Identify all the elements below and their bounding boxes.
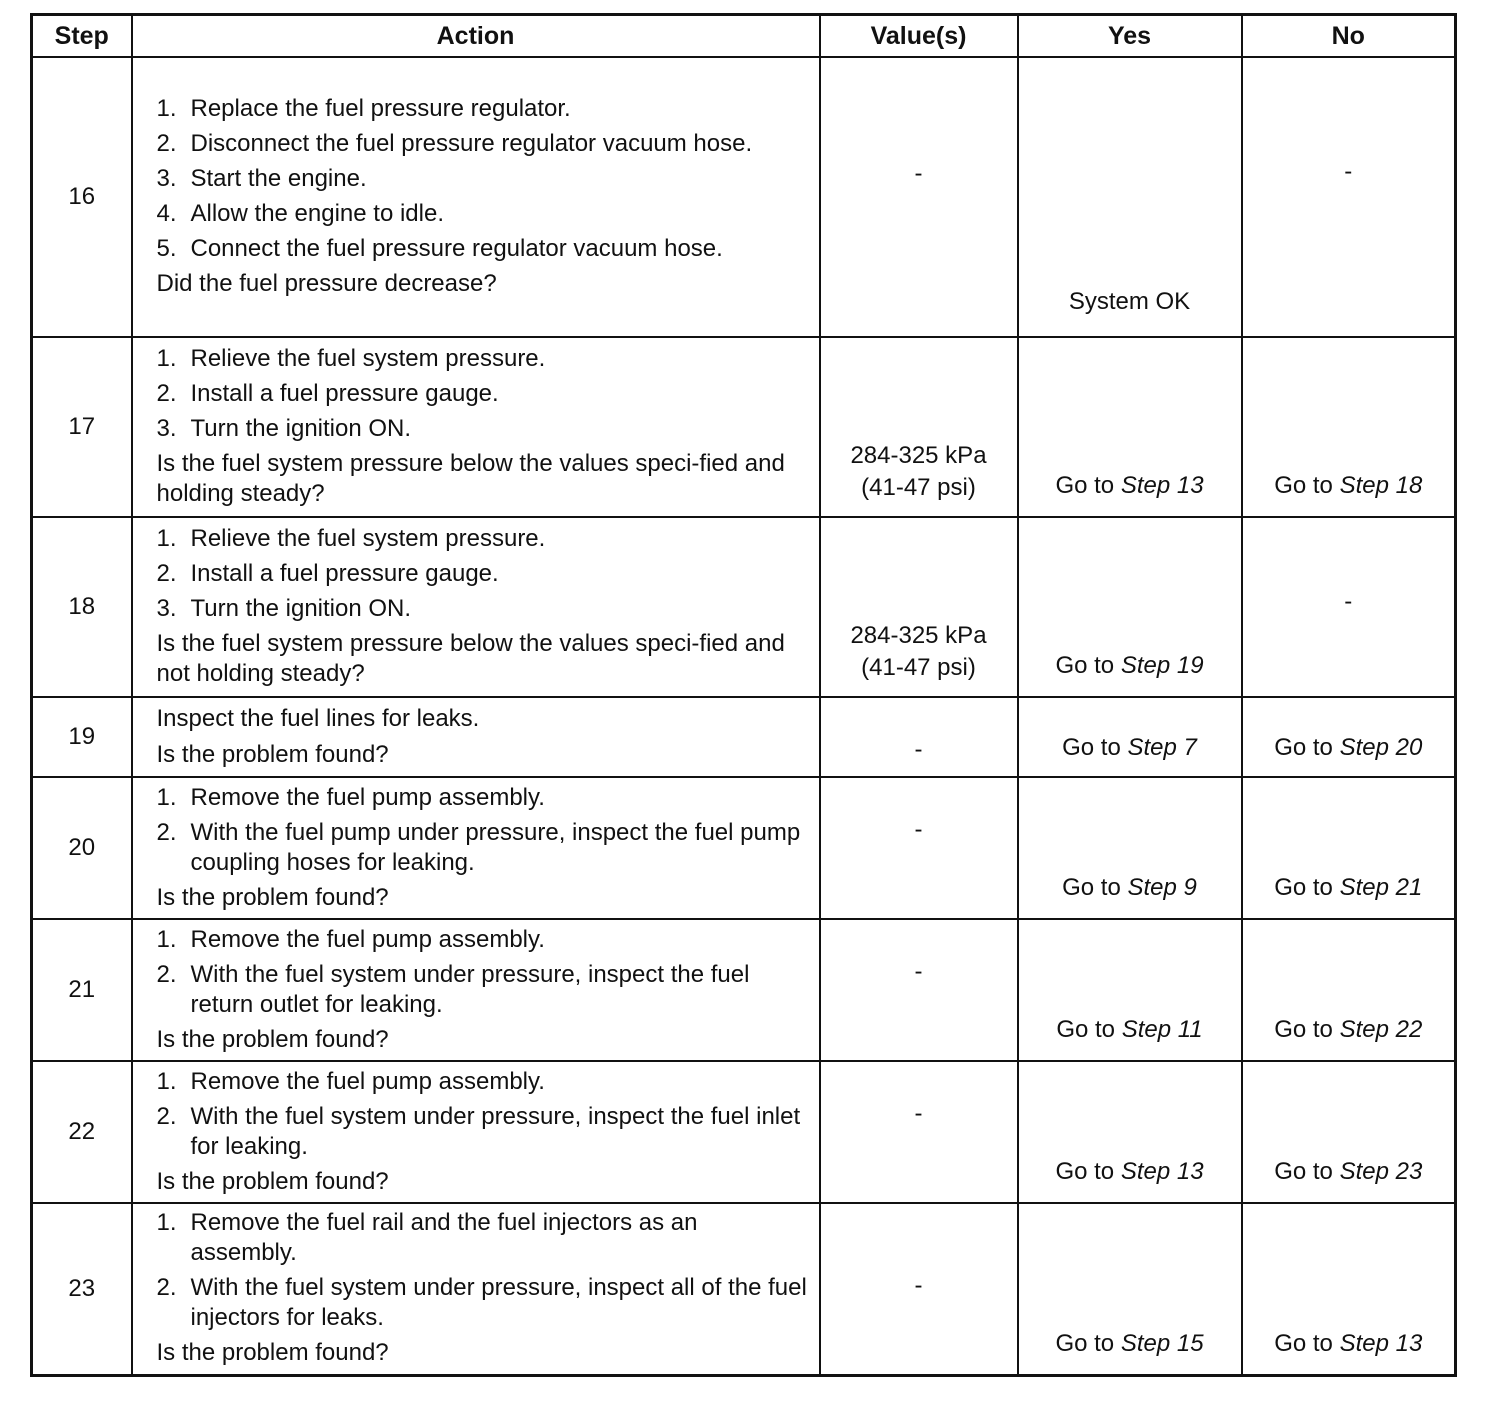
step-number: 20 [32,777,132,919]
yes-cell [1018,919,1242,1061]
header-row [32,15,1456,58]
step-number: 23 [32,1203,132,1375]
table-row [32,697,1456,777]
no-link[interactable]: Go to Step 20 [1274,734,1423,761]
value-cell [820,1203,1018,1375]
no-cell [1242,919,1456,1061]
table-row [32,1203,1456,1375]
action-item: 1. Remove the fuel pump assembly. [156,783,545,811]
diagnostic-table [30,13,1457,1377]
no-cell [1242,697,1456,777]
table-row [32,1061,1456,1203]
header-yes: Yes [1018,15,1242,58]
no-link[interactable]: Go to Step 18 [1274,472,1423,499]
action-item: 2. Disconnect the fuel pressure regulator vacuum hose. [156,130,753,157]
value-cell [820,919,1018,1061]
action-item: 3. Start the engine. [156,165,367,192]
step-number: 19 [32,697,132,777]
value-cell [820,697,1018,777]
action-item: 4. Allow the engine to idle. [156,200,444,227]
step-number: 18 [32,517,132,697]
action-item: 2. Install a fuel pressure gauge. [156,560,499,587]
action-item: 2. With the fuel system under pressure, inspect the fuel return outlet for leaking. [156,960,750,1018]
action-question: Is the problem found? [156,1339,389,1367]
table-row [32,517,1456,697]
value-text: - [914,736,923,763]
action-cell [132,1061,820,1203]
yes-link[interactable]: Go to Step 13 [1055,472,1204,499]
action-item: 2. With the fuel pump under pressure, inspect the fuel pump coupling hoses for leaking. [156,818,801,876]
yes-cell [1018,697,1242,777]
step-number: 21 [32,919,132,1061]
action-item: 2. With the fuel system under pressure, inspect all of the fuel injectors for leaks. [156,1274,807,1332]
no-link[interactable]: Go to Step 22 [1274,1016,1423,1043]
yes-cell [1018,777,1242,919]
value-text: - [914,160,923,187]
yes-cell [1018,1203,1242,1375]
step-number: 16 [32,57,132,337]
no-cell [1242,1061,1456,1203]
yes-cell [1018,57,1242,337]
action-question: Is the problem found? [156,1025,389,1053]
action-cell [132,337,820,517]
table-row [32,919,1456,1061]
yes-link[interactable]: Go to Step 7 [1062,734,1197,761]
value-text: 284-325 kPa (41-47 psi) [850,442,987,501]
yes-link[interactable]: Go to Step 9 [1062,874,1197,901]
value-text: - [914,1100,923,1127]
action-item: 1. Remove the fuel rail and the fuel injectors as an assembly. [156,1209,698,1267]
action-question: Is the fuel system pressure below the values speci-fied and not holding steady? [156,630,785,687]
yes-link[interactable]: Go to Step 19 [1055,652,1204,679]
action-item: 1. Relieve the fuel system pressure. [156,345,546,372]
table-row [32,777,1456,919]
no-cell [1242,1203,1456,1375]
action-cell [132,1203,820,1375]
no-text: - [1344,158,1353,185]
header-action: Action [132,15,820,58]
no-cell [1242,777,1456,919]
no-cell [1242,337,1456,517]
value-text: - [914,958,923,985]
value-cell [820,337,1018,517]
action-question: Is the problem found? [156,740,389,768]
table-row [32,57,1456,337]
no-link[interactable]: Go to Step 13 [1274,1329,1423,1357]
action-item: 5. Connect the fuel pressure regulator vacuum hose. [156,235,723,262]
action-item: 3. Turn the ignition ON. [156,595,412,622]
action-cell [132,697,820,777]
no-cell [1242,57,1456,337]
yes-link[interactable]: Go to Step 13 [1055,1158,1204,1185]
action-item: 1. Relieve the fuel system pressure. [156,525,546,552]
yes-text: System OK [1068,288,1191,315]
step-number: 22 [32,1061,132,1203]
value-text: - [914,816,923,843]
action-item: 3. Turn the ignition ON. [156,415,412,442]
no-cell [1242,517,1456,697]
action-item: 2. Install a fuel pressure gauge. [156,380,499,407]
action-cell [132,777,820,919]
table-row [32,337,1456,517]
action-cell [132,57,820,337]
action-item: 1. Replace the fuel pressure regulator. [156,95,571,122]
action-cell [132,517,820,697]
action-question: Did the fuel pressure decrease? [156,270,497,297]
step-number: 17 [32,337,132,517]
yes-cell [1018,337,1242,517]
no-link[interactable]: Go to Step 23 [1274,1158,1423,1185]
value-cell [820,517,1018,697]
header-values: Value(s) [820,15,1018,58]
yes-link[interactable]: Go to Step 15 [1055,1329,1204,1357]
value-text: - [914,1272,923,1299]
value-text: 284-325 kPa (41-47 psi) [850,622,987,681]
action-question: Is the fuel system pressure below the values speci-fied and holding steady? [156,450,785,507]
action-question: Is the problem found? [156,883,389,911]
no-link[interactable]: Go to Step 21 [1274,874,1423,901]
action-cell [132,919,820,1061]
yes-cell [1018,517,1242,697]
yes-link[interactable]: Go to Step 11 [1056,1016,1203,1043]
action-item: 2. With the fuel system under pressure, inspect the fuel inlet for leaking. [156,1102,801,1160]
value-cell [820,1061,1018,1203]
action-question: Is the problem found? [156,1167,389,1195]
value-cell [820,777,1018,919]
yes-cell [1018,1061,1242,1203]
value-cell [820,57,1018,337]
action-statement: Inspect the fuel lines for leaks. [156,704,480,732]
action-item: 1. Remove the fuel pump assembly. [156,925,545,953]
no-text: - [1344,588,1353,615]
header-step: Step [32,15,132,58]
action-item: 1. Remove the fuel pump assembly. [156,1067,545,1095]
header-no: No [1242,15,1456,58]
